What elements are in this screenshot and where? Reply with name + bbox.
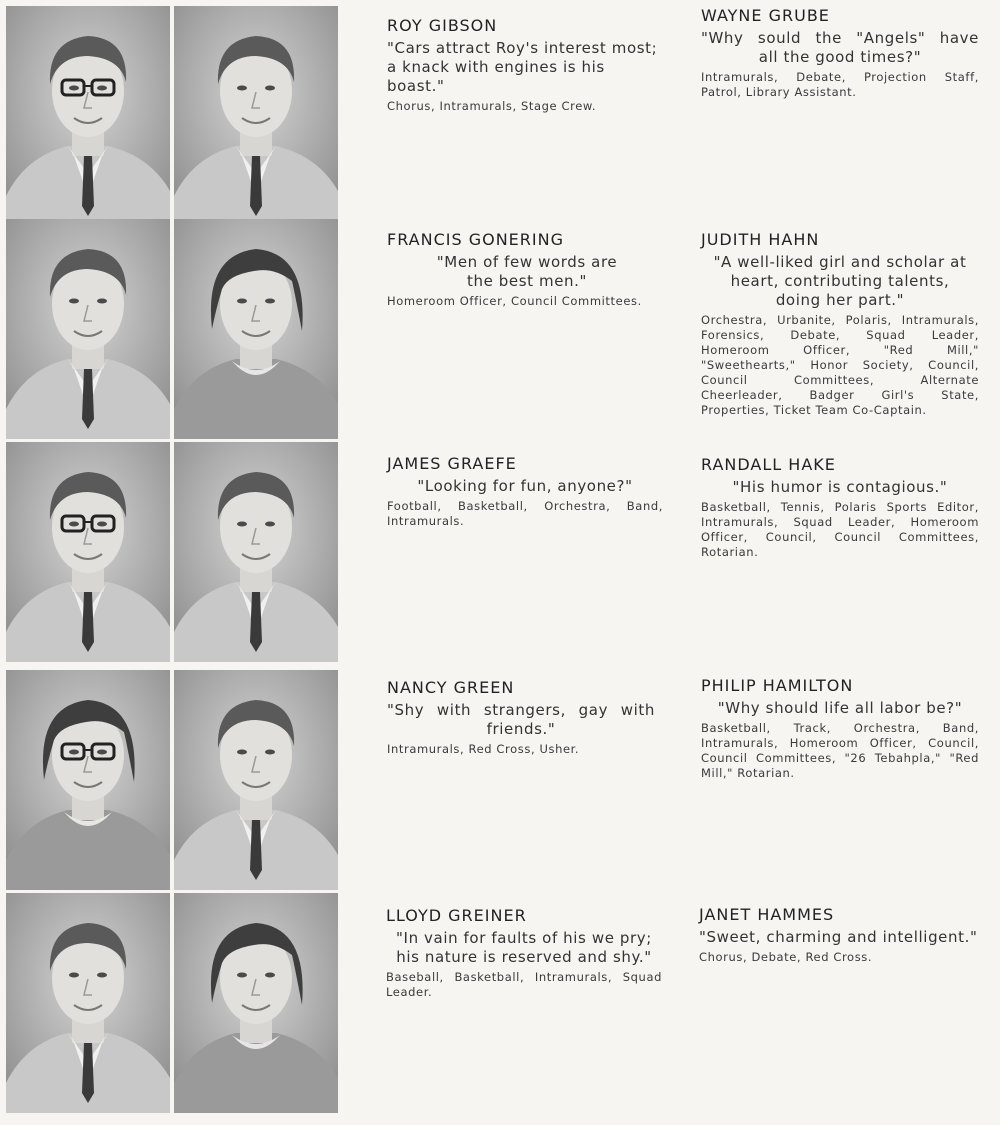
student-activities: Football, Basketball, Orchestra, Band, Intramurals.: [387, 499, 663, 528]
portrait-photo-lloyd-greiner: [6, 893, 170, 1113]
quote-line: "Cars attract Roy's interest most;: [387, 39, 658, 57]
student-quote: [701, 478, 979, 497]
student-name: NANCY GREEN: [387, 678, 515, 697]
senior-entry: [701, 6, 979, 100]
student-quote: [701, 253, 979, 310]
quote-line: "A well-liked girl and scholar at: [713, 253, 967, 271]
portrait-photo-nancy-green: [6, 670, 170, 890]
senior-entry: [387, 454, 663, 529]
quote-line: doing her part.": [775, 291, 905, 309]
senior-entry: [387, 16, 667, 114]
student-name: JAMES GRAEFE: [387, 454, 517, 473]
quote-line: "Sweet, charming and intelligent.": [699, 928, 978, 946]
portrait-photo-philip-hamilton: [174, 670, 338, 890]
portrait-photo-roy-gibson: [6, 6, 170, 226]
student-activities: Basketball, Tennis, Polaris Sports Editor, Intramurals, Squad Leader, Homeroom Officer, Council, Council Committees, Rotarian.: [701, 500, 979, 559]
quote-line: heart, contributing talents,: [730, 272, 950, 290]
quote-line: "Why should life all labor be?": [717, 699, 963, 717]
student-activities: Basketball, Track, Orchestra, Band, Intramurals, Homeroom Officer, Council, Council Committees, "26 Tebahpla," "Red Mill," Rotarian.: [701, 721, 979, 780]
senior-entry: [701, 455, 979, 560]
student-name: FRANCIS GONERING: [387, 230, 564, 249]
portrait-photo-janet-hammes: [174, 893, 338, 1113]
student-quote: [699, 928, 979, 947]
student-activities: Homeroom Officer, Council Committees.: [387, 294, 642, 308]
student-name: JANET HAMMES: [699, 905, 835, 924]
student-activities: Chorus, Debate, Red Cross.: [699, 950, 873, 964]
portrait-photo-wayne-grube: [174, 6, 338, 226]
quote-line: the best men.": [466, 272, 587, 290]
quote-line: friends.": [486, 720, 556, 738]
quote-line: a knack with engines is his boast.": [387, 58, 605, 95]
student-name: JUDITH HAHN: [701, 230, 820, 249]
student-name: ROY GIBSON: [387, 16, 498, 35]
senior-entry: [699, 905, 979, 965]
student-quote: [701, 699, 979, 718]
student-name: WAYNE GRUBE: [701, 6, 830, 25]
senior-entry: [387, 678, 655, 757]
student-name: PHILIP HAMILTON: [701, 676, 854, 695]
quote-line: "His humor is contagious.": [732, 478, 948, 496]
quote-line: all the good times?": [758, 48, 922, 66]
senior-entry: [387, 230, 667, 309]
quote-line: "Shy with strangers, gay with: [387, 701, 655, 719]
student-quote: [387, 477, 663, 496]
portrait-photo-james-graefe: [6, 442, 170, 662]
quote-line: "Men of few words are: [436, 253, 618, 271]
portrait-photo-randall-hake: [174, 442, 338, 662]
senior-entry: [701, 676, 979, 781]
portrait-photo-francis-gonering: [6, 219, 170, 439]
student-activities: Intramurals, Debate, Projection Staff, Patrol, Library Assistant.: [701, 70, 979, 99]
student-activities: Orchestra, Urbanite, Polaris, Intramurals, Forensics, Debate, Squad Leader, Homeroom Officer, "Red Mill," "Sweethearts," Honor Society, Council, Council Committees, Alternate Cheerleader, Badger Girl's State, Properties, Ticket Team Co-Captain.: [701, 313, 979, 417]
student-quote: [387, 701, 655, 739]
student-activities: Chorus, Intramurals, Stage Crew.: [387, 99, 597, 113]
student-name: LLOYD GREINER: [386, 906, 527, 925]
student-quote: [387, 253, 667, 291]
student-name: RANDALL HAKE: [701, 455, 836, 474]
student-quote: [387, 39, 667, 96]
portrait-grid: [0, 0, 342, 1125]
portrait-photo-judith-hahn: [174, 219, 338, 439]
quote-line: "Why sould the "Angels" have: [701, 29, 979, 47]
student-activities: Intramurals, Red Cross, Usher.: [387, 742, 580, 756]
senior-entry: [386, 906, 662, 1000]
senior-entry: [701, 230, 979, 418]
student-quote: [386, 929, 662, 967]
quote-line: "Looking for fun, anyone?": [417, 477, 633, 495]
quote-line: his nature is reserved and shy.": [396, 948, 652, 966]
student-quote: [701, 29, 979, 67]
student-activities: Baseball, Basketball, Intramurals, Squad Leader.: [386, 970, 662, 999]
quote-line: "In vain for faults of his we pry;: [396, 929, 652, 947]
